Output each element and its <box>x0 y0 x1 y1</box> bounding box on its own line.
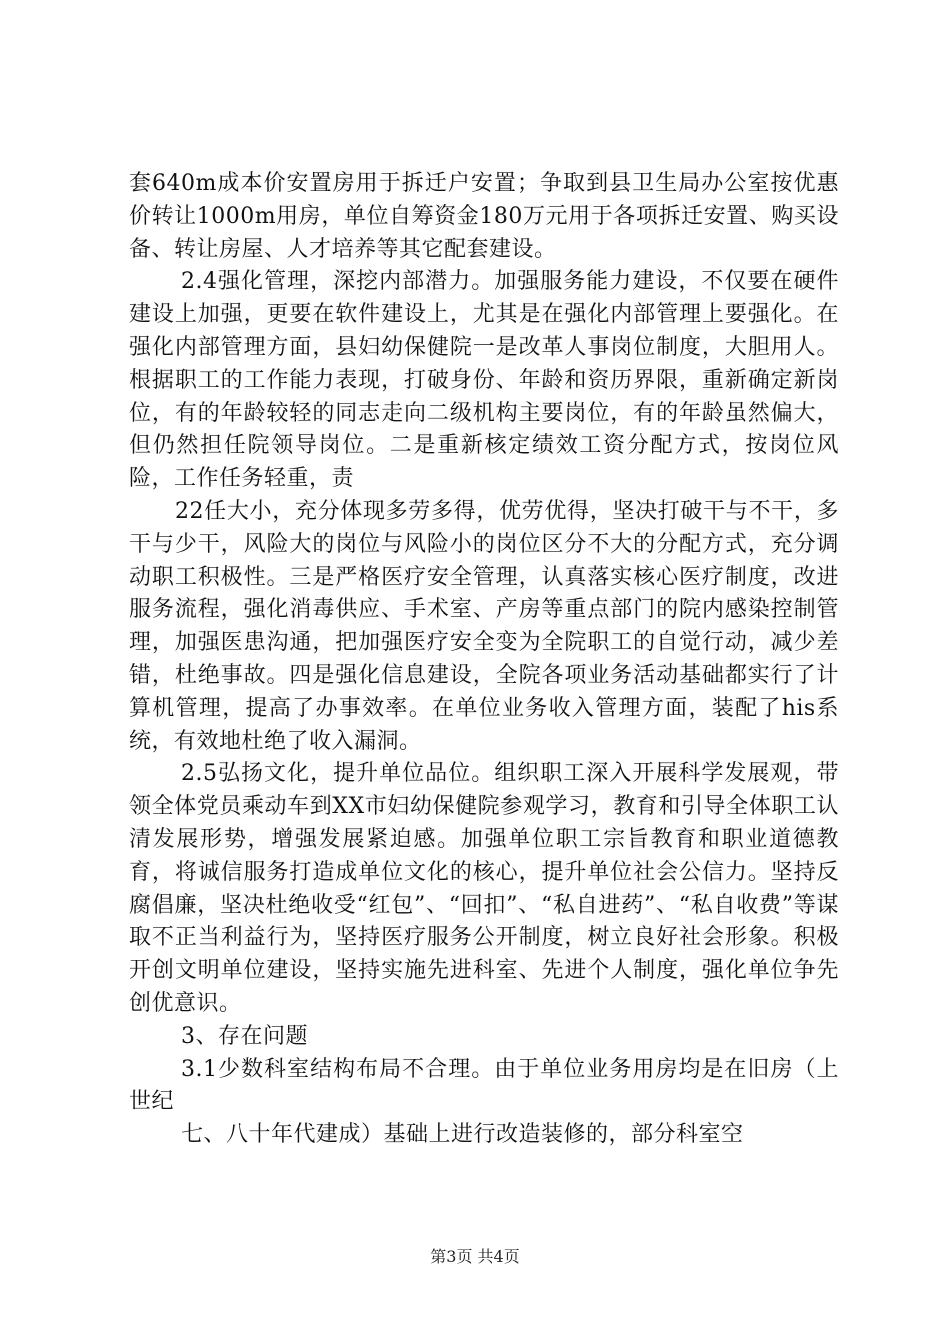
document-body <box>129 168 839 1152</box>
paragraph: 套640m成本价安置房用于拆迁户安置；争取到县卫生局办公室按优惠价转让1000m用房，单位自筹资金180万元用于各项拆迁安置、购买设备、转让房屋、人才培养等其它配套建设。 <box>129 171 839 262</box>
paragraph: 22任大小，充分体现多劳多得，优劳优得，坚决打破干与不干，多干与少干，风险大的岗位与风险小的岗位区分不大的分配方式，充分调动职工积极性。三是严格医疗安全管理，认真落实核心医疗制度，改进服务流程，强化消毒供应、手术室、产房等重点部门的院内感染控制管理，加强医患沟通，把加强医疗安全变为全院职工的自觉行动，减少差错，杜绝事故。四是强化信息建设，全院各项业务活动基础都实行了计算机管理，提高了办事效率。在单位业务收入管理方面，装配了his系统，有效地杜绝了收入漏洞。 <box>129 498 839 754</box>
paragraph: 3.1少数科室结构布局不合理。由于单位业务用房均是在旧房（上世纪 <box>129 1056 839 1115</box>
paragraph: 2.4强化管理，深挖内部潜力。加强服务能力建设，不仅要在硬件建设上加强，更要在软件建设上，尤其是在强化内部管理上要强化。在强化内部管理方面，县妇幼保健院一是改革人事岗位制度，大胆用人。根据职工的工作能力表现，打破身份、年龄和资历界限，重新确定新岗位，有的年龄较轻的同志走向二级机构主要岗位，有的年龄虽然偏大，但仍然担任院领导岗位。二是重新核定绩效工资分配方式，按岗位风险，工作任务轻重，责 <box>129 269 839 492</box>
paragraph: 2.5弘扬文化，提升单位品位。组织职工深入开展科学发展观，带领全体党员乘动车到XX市妇幼保健院参观学习，教育和引导全体职工认清发展形势，增强发展紧迫感。加强单位职工宗旨教育和职业道德教育，将诚信服务打造成单位文化的核心，提升单位社会公信力。坚持反腐倡廉，坚决杜绝收受“红包”、“回扣”、“私自进药”、“私自收费”等谋取不正当利益行为，坚持医疗服务公开制度，树立良好社会形象。积极开创文明单位建设，坚持实施先进科室、先进个人制度，强化单位争先创优意识。 <box>129 761 839 1016</box>
section-heading: 3、存在问题 <box>181 1023 308 1049</box>
paragraph: 七、八十年代建成）基础上进行改造装修的，部分科室空 <box>181 1122 744 1148</box>
page-footer: 第3页 共4页 <box>430 1247 520 1266</box>
